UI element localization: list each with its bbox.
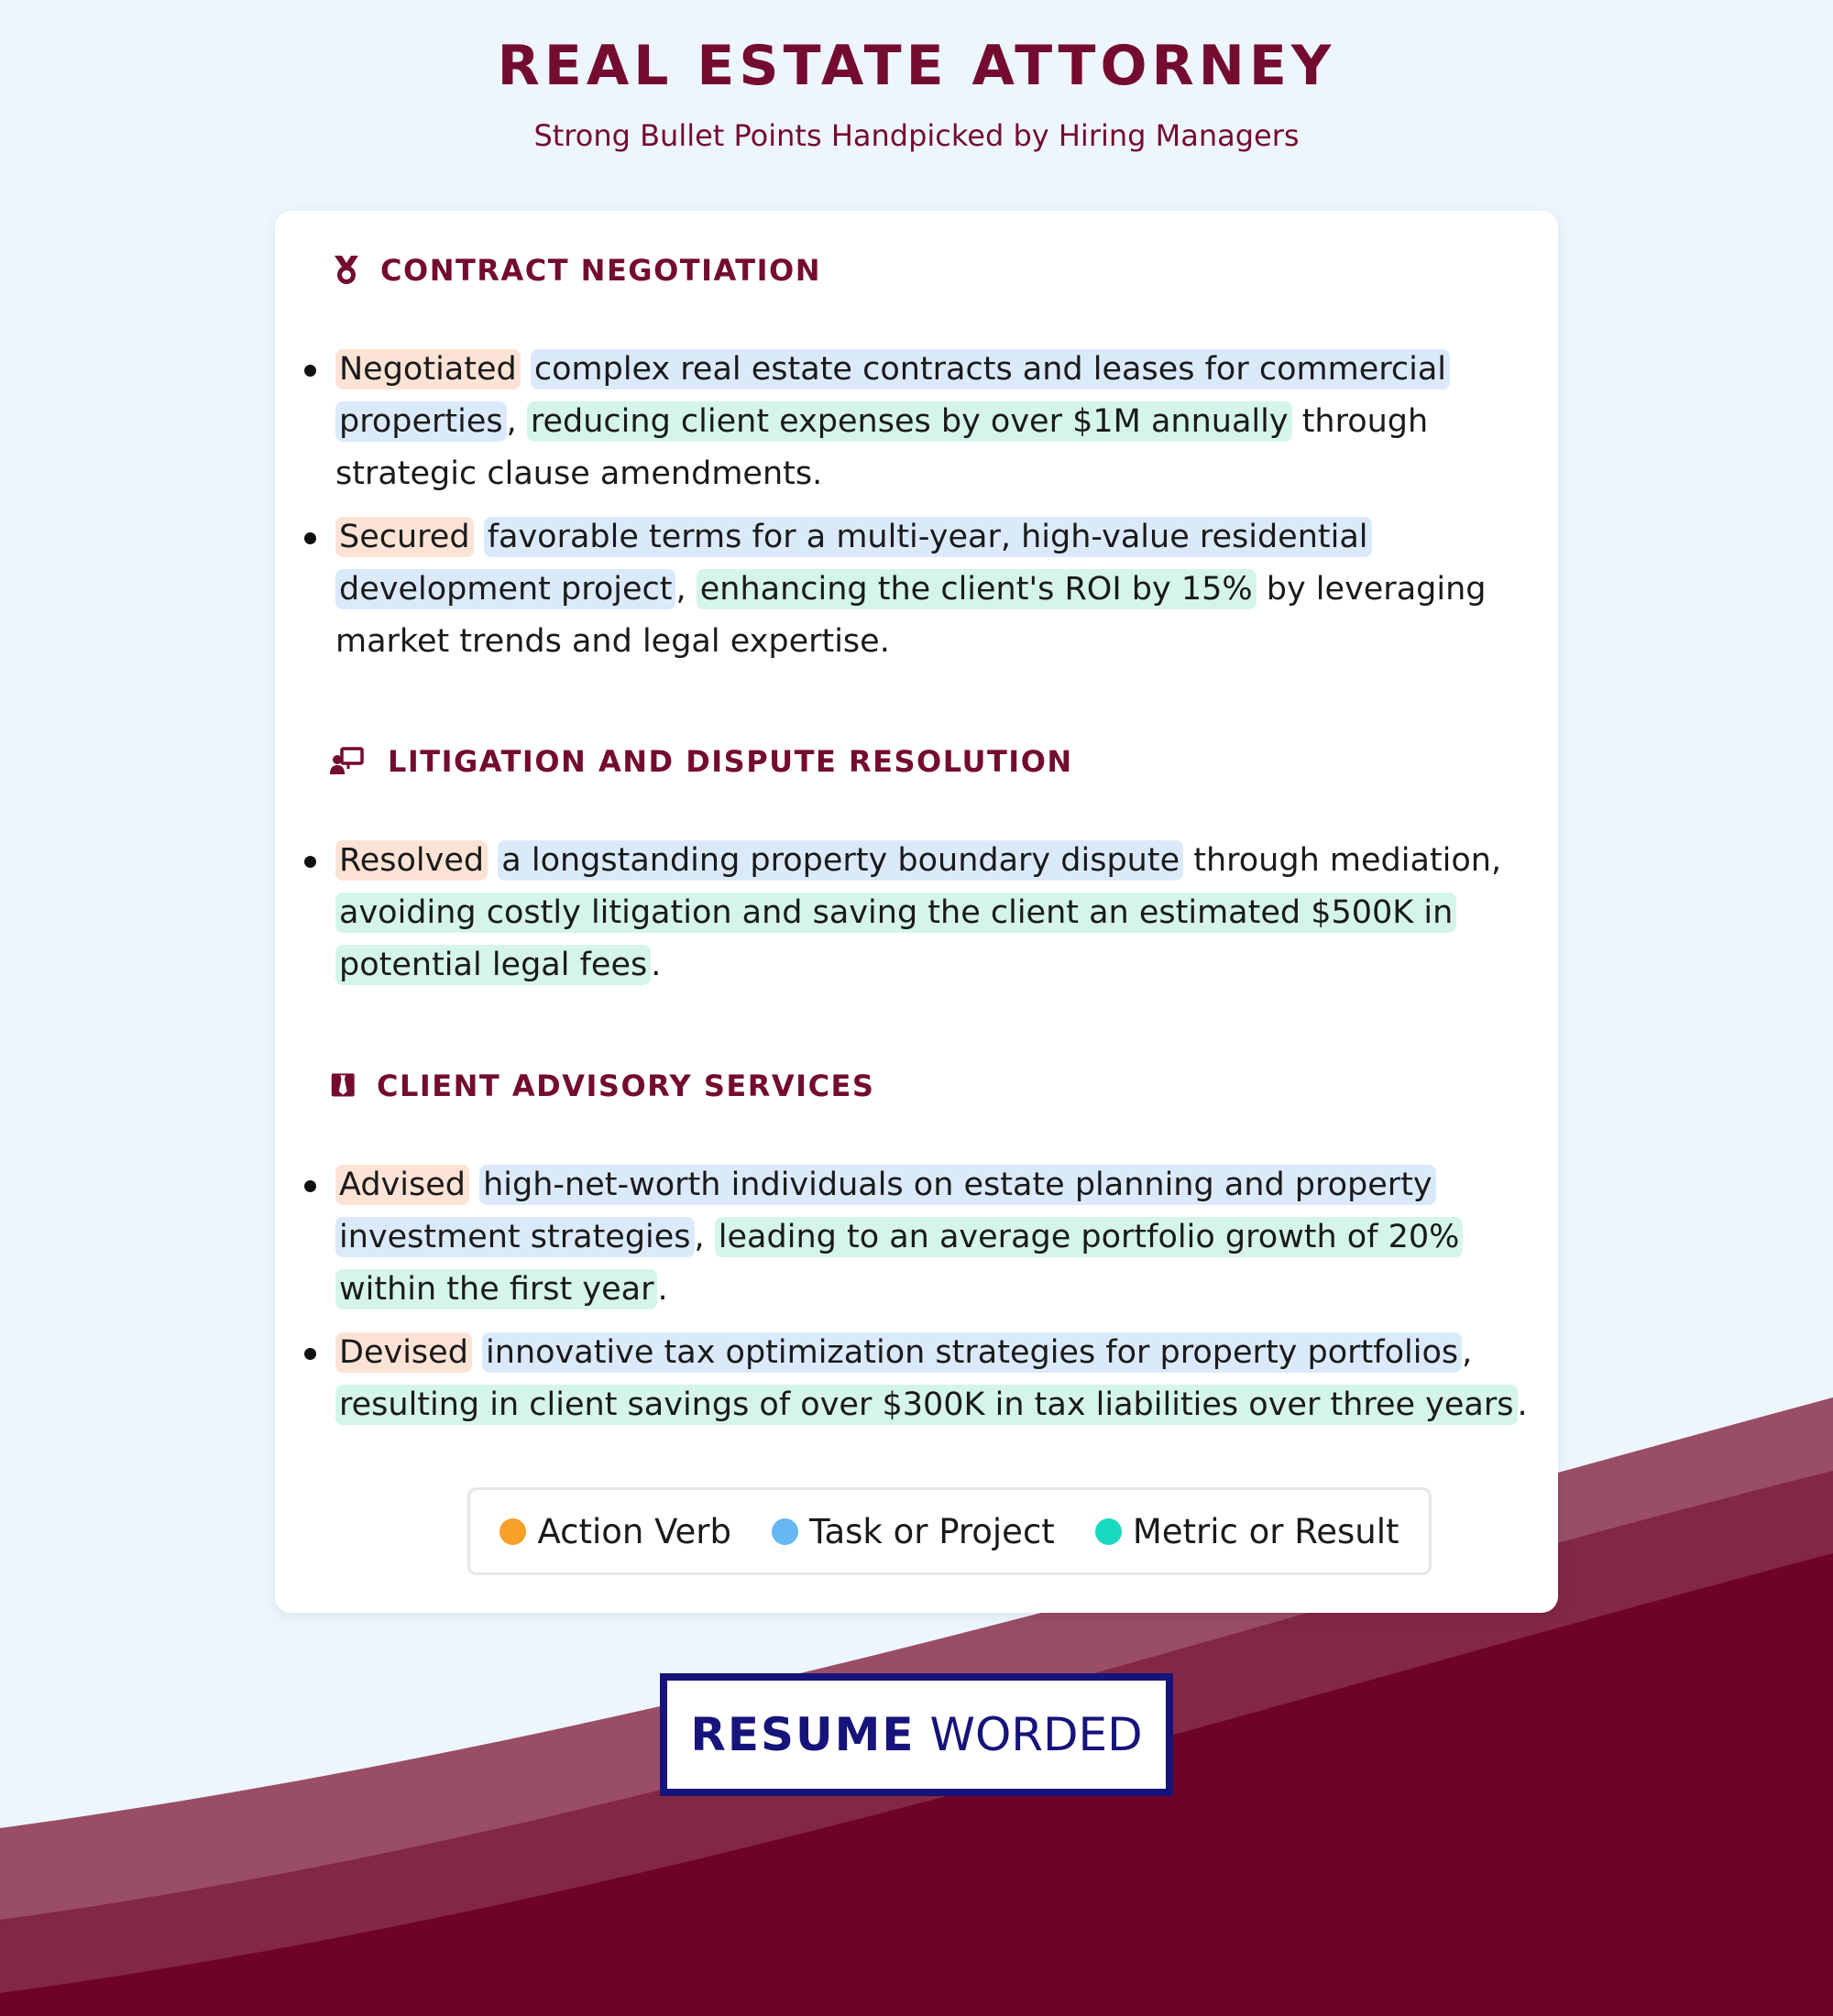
bullet-text: [521, 351, 531, 388]
bullet-text: .: [651, 947, 662, 983]
bullet-text: [474, 519, 484, 555]
bullet-text: through strategic clause amendments.: [335, 403, 1429, 492]
action-verb: Devised: [335, 1332, 472, 1373]
metric-or-result: enhancing the client's ROI by 15%: [697, 569, 1257, 609]
metric-or-result: leading to an average portfolio growth of 20% within the first year: [335, 1217, 1463, 1309]
metric-or-result: reducing client expenses by over $1M annually: [527, 401, 1292, 442]
bullet-text: .: [657, 1271, 668, 1308]
section-contract-negotiation: [275, 247, 1558, 679]
page-header: [0, 27, 1833, 154]
bullet-text: [488, 842, 498, 879]
bullet-text: ,: [1462, 1334, 1473, 1371]
legend-item-action-verb: [499, 1512, 731, 1551]
bullet-item: [275, 511, 1558, 668]
bullet-list: [275, 835, 1558, 992]
logo-strong-text: RESUME: [690, 1708, 916, 1761]
action-verb: Advised: [335, 1165, 469, 1205]
bullet-item: [275, 835, 1558, 992]
page-title: REAL ESTATE ATTORNEY: [497, 34, 1336, 98]
bullet-list: [275, 1159, 1558, 1431]
bullet-text: by leveraging market trends and legal expertise.: [335, 571, 1487, 660]
action-verb: Resolved: [335, 840, 488, 881]
bullet-text: ,: [675, 571, 697, 608]
blue-dot-icon: [772, 1518, 798, 1545]
action-verb: Secured: [335, 517, 474, 557]
metric-or-result: avoiding costly litigation and saving the client an estimated $500K in potential legal fees: [335, 893, 1456, 985]
action-verb: Negotiated: [335, 349, 521, 389]
bullet-item: [275, 1159, 1558, 1316]
logo-light-text: WORDED: [929, 1708, 1143, 1761]
tie-icon: [330, 1068, 359, 1101]
task-or-project: complex real estate contracts and leases for commercial properties: [335, 349, 1450, 442]
section-title: CLIENT ADVISORY SERVICES: [377, 1068, 875, 1103]
metric-or-result: resulting in client savings of over $300K in tax liabilities over three years: [335, 1385, 1518, 1425]
bullet-text: [472, 1334, 482, 1371]
bullet-item: [275, 1327, 1558, 1431]
bullet-points-card: [275, 211, 1558, 1613]
bullet-list: [275, 344, 1558, 668]
teal-dot-icon: [1095, 1518, 1122, 1545]
bullet-item: [275, 344, 1558, 500]
resume-worded-logo: [660, 1673, 1173, 1796]
page-subtitle: Strong Bullet Points Handpicked by Hiring Managers: [533, 118, 1300, 153]
task-or-project: innovative tax optimization strategies for property portfolios: [482, 1332, 1462, 1373]
legend-item-metric-or-result: [1095, 1512, 1399, 1551]
bullet-text: ,: [694, 1219, 715, 1255]
section-title: CONTRACT NEGOTIATION: [380, 253, 821, 288]
bullet-text: through mediation,: [1183, 842, 1502, 879]
task-or-project: high-net-worth individuals on estate planning and property investment strategies: [335, 1165, 1436, 1257]
legend-item-task-or-project: [772, 1512, 1055, 1551]
medal-icon: [330, 253, 363, 286]
legend-label: Task or Project: [808, 1511, 1055, 1551]
legend-label: Metric or Result: [1132, 1511, 1399, 1551]
presentation-icon: [328, 744, 365, 777]
task-or-project: a longstanding property boundary dispute: [498, 840, 1183, 881]
section-client-advisory-services: [275, 1063, 1558, 1442]
bullet-text: [469, 1167, 479, 1203]
bullet-text: .: [1517, 1386, 1528, 1423]
highlight-legend: [467, 1487, 1432, 1575]
section-title: LITIGATION AND DISPUTE RESOLUTION: [388, 744, 1073, 779]
section-litigation-dispute-resolution: [275, 739, 1558, 1003]
legend-label: Action Verb: [537, 1511, 731, 1551]
orange-dot-icon: [499, 1518, 526, 1545]
bullet-text: ,: [506, 403, 527, 440]
task-or-project: favorable terms for a multi-year, high-value residential development project: [335, 517, 1372, 609]
